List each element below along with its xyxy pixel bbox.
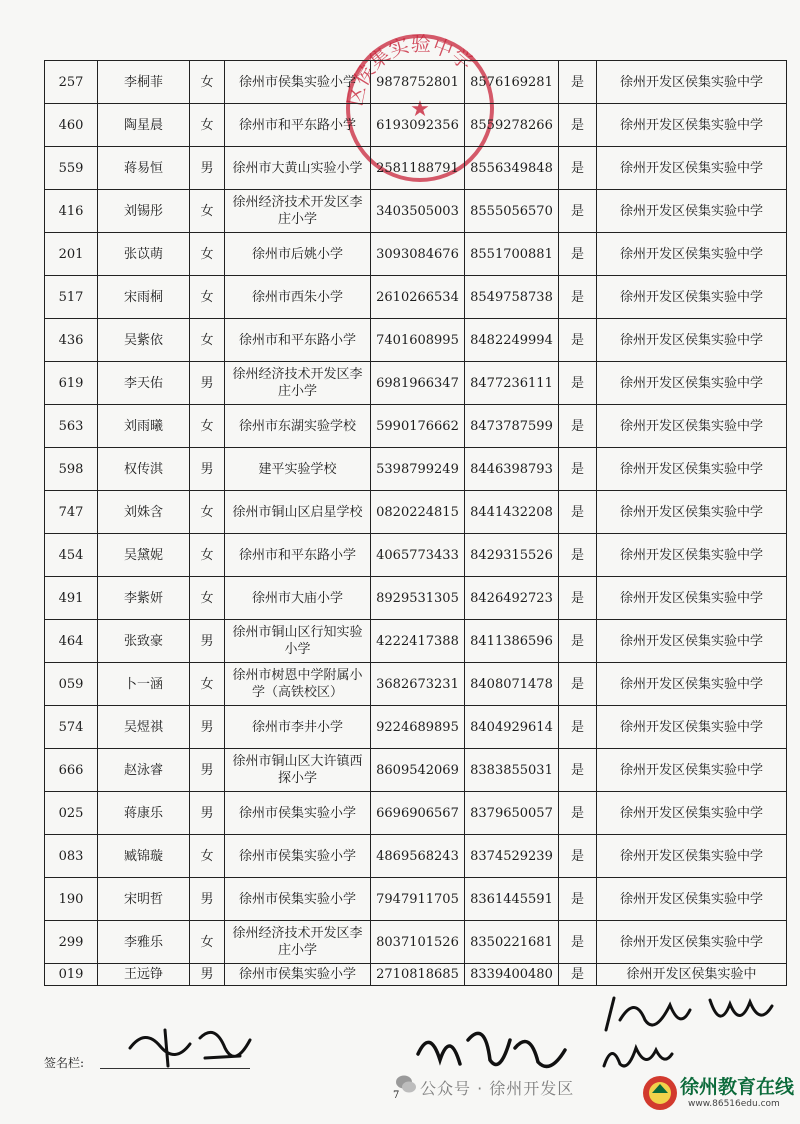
primary-school-cell: 建平实验学校 [225, 448, 371, 491]
gender-cell: 男 [190, 878, 225, 921]
wechat-icon [395, 1073, 417, 1095]
student-id-cell: 517 [45, 276, 98, 319]
number-2-cell: 8408071478 [465, 663, 559, 706]
number-1-cell: 5990176662 [371, 405, 465, 448]
number-1-cell: 7401608995 [371, 319, 465, 362]
status-cell: 是 [559, 61, 597, 104]
gender-cell: 男 [190, 964, 225, 986]
student-name-cell: 李紫妍 [98, 577, 190, 620]
student-id-cell: 025 [45, 792, 98, 835]
status-cell: 是 [559, 663, 597, 706]
student-name-cell: 吴煜祺 [98, 706, 190, 749]
status-cell: 是 [559, 233, 597, 276]
status-cell: 是 [559, 405, 597, 448]
primary-school-cell: 徐州市侯集实验小学 [225, 835, 371, 878]
destination-school-cell: 徐州开发区侯集实验中学 [597, 362, 787, 405]
svg-text:区侯集实验中学: 区侯集实验中学 [342, 31, 478, 109]
number-2-cell: 8446398793 [465, 448, 559, 491]
table-body [45, 61, 787, 986]
student-name-cell: 吴紫依 [98, 319, 190, 362]
number-1-cell: 0820224815 [371, 491, 465, 534]
table-row [45, 835, 787, 878]
number-2-cell: 8383855031 [465, 749, 559, 792]
table-row [45, 921, 787, 964]
primary-school-cell: 徐州市和平东路小学 [225, 104, 371, 147]
primary-school-cell: 徐州市李井小学 [225, 706, 371, 749]
destination-school-cell: 徐州开发区侯集实验中学 [597, 835, 787, 878]
student-name-cell: 刘雨曦 [98, 405, 190, 448]
student-name-cell: 陶星晨 [98, 104, 190, 147]
student-name-cell: 张苡萌 [98, 233, 190, 276]
status-cell: 是 [559, 577, 597, 620]
student-id-cell: 019 [45, 964, 98, 986]
number-2-cell: 8350221681 [465, 921, 559, 964]
gender-cell: 女 [190, 61, 225, 104]
table-row [45, 964, 787, 986]
destination-school-cell: 徐州开发区侯集实验中学 [597, 921, 787, 964]
number-2-cell: 8477236111 [465, 362, 559, 405]
status-cell: 是 [559, 620, 597, 663]
table-row [45, 233, 787, 276]
destination-school-cell: 徐州开发区侯集实验中学 [597, 190, 787, 233]
student-name-cell: 臧锦璇 [98, 835, 190, 878]
primary-school-cell: 徐州经济技术开发区李庄小学 [225, 362, 371, 405]
table-row [45, 448, 787, 491]
number-1-cell: 4222417388 [371, 620, 465, 663]
number-1-cell: 3403505003 [371, 190, 465, 233]
gender-cell: 男 [190, 362, 225, 405]
number-1-cell: 3682673231 [371, 663, 465, 706]
number-2-cell: 8473787599 [465, 405, 559, 448]
number-2-cell: 8559278266 [465, 104, 559, 147]
student-name-cell: 李雅乐 [98, 921, 190, 964]
number-1-cell: 8609542069 [371, 749, 465, 792]
number-2-cell: 8379650057 [465, 792, 559, 835]
number-2-cell: 8374529239 [465, 835, 559, 878]
destination-school-cell: 徐州开发区侯集实验中学 [597, 147, 787, 190]
destination-school-cell: 徐州开发区侯集实验中学 [597, 878, 787, 921]
number-1-cell: 4065773433 [371, 534, 465, 577]
primary-school-cell: 徐州市侯集实验小学 [225, 792, 371, 835]
gender-cell: 女 [190, 405, 225, 448]
student-id-cell: 559 [45, 147, 98, 190]
table-row [45, 706, 787, 749]
number-2-cell: 8361445591 [465, 878, 559, 921]
gender-cell: 男 [190, 448, 225, 491]
table-row [45, 663, 787, 706]
student-id-cell: 257 [45, 61, 98, 104]
student-roster-table [44, 60, 787, 986]
student-id-cell: 416 [45, 190, 98, 233]
gender-cell: 男 [190, 620, 225, 663]
table-row [45, 749, 787, 792]
student-id-cell: 619 [45, 362, 98, 405]
table-row [45, 276, 787, 319]
status-cell: 是 [559, 448, 597, 491]
primary-school-cell: 徐州市大庙小学 [225, 577, 371, 620]
number-2-cell: 8576169281 [465, 61, 559, 104]
table-row [45, 147, 787, 190]
student-id-cell: 491 [45, 577, 98, 620]
number-2-cell: 8549758738 [465, 276, 559, 319]
number-1-cell: 7947911705 [371, 878, 465, 921]
status-cell: 是 [559, 835, 597, 878]
table-row [45, 319, 787, 362]
status-cell: 是 [559, 921, 597, 964]
number-2-cell: 8555056570 [465, 190, 559, 233]
student-name-cell: 赵泳睿 [98, 749, 190, 792]
number-1-cell: 8037101526 [371, 921, 465, 964]
table-row [45, 104, 787, 147]
status-cell: 是 [559, 491, 597, 534]
table-row [45, 792, 787, 835]
student-id-cell: 666 [45, 749, 98, 792]
primary-school-cell: 徐州市后姚小学 [225, 233, 371, 276]
primary-school-cell: 徐州市和平东路小学 [225, 534, 371, 577]
primary-school-cell: 徐州市树恩中学附属小学（高铁校区） [225, 663, 371, 706]
primary-school-cell: 徐州市东湖实验学校 [225, 405, 371, 448]
status-cell: 是 [559, 104, 597, 147]
table-row [45, 620, 787, 663]
primary-school-cell: 徐州经济技术开发区李庄小学 [225, 190, 371, 233]
number-1-cell: 5398799249 [371, 448, 465, 491]
table-row [45, 190, 787, 233]
student-name-cell: 李桐菲 [98, 61, 190, 104]
gender-cell: 女 [190, 577, 225, 620]
gender-cell: 女 [190, 104, 225, 147]
student-id-cell: 574 [45, 706, 98, 749]
primary-school-cell: 徐州市和平东路小学 [225, 319, 371, 362]
student-name-cell: 吴黛妮 [98, 534, 190, 577]
number-1-cell: 3093084676 [371, 233, 465, 276]
student-name-cell: 宋明哲 [98, 878, 190, 921]
number-2-cell: 8429315526 [465, 534, 559, 577]
destination-school-cell: 徐州开发区侯集实验中学 [597, 61, 787, 104]
primary-school-cell: 徐州市西朱小学 [225, 276, 371, 319]
gender-cell: 女 [190, 921, 225, 964]
destination-school-cell: 徐州开发区侯集实验中学 [597, 620, 787, 663]
number-2-cell: 8441432208 [465, 491, 559, 534]
number-1-cell: 9878752801 [371, 61, 465, 104]
signature-label: 签名栏: [44, 1056, 85, 1070]
number-2-cell: 8556349848 [465, 147, 559, 190]
destination-school-cell: 徐州开发区侯集实验中学 [597, 104, 787, 147]
status-cell: 是 [559, 534, 597, 577]
student-id-cell: 436 [45, 319, 98, 362]
student-name-cell: 蒋易恒 [98, 147, 190, 190]
destination-school-cell: 徐州开发区侯集实验中学 [597, 233, 787, 276]
gender-cell: 女 [190, 491, 225, 534]
student-name-cell: 刘锡彤 [98, 190, 190, 233]
gender-cell: 男 [190, 749, 225, 792]
student-id-cell: 299 [45, 921, 98, 964]
number-1-cell: 2610266534 [371, 276, 465, 319]
number-1-cell: 6193092356 [371, 104, 465, 147]
table-row [45, 491, 787, 534]
number-1-cell: 2710818685 [371, 964, 465, 986]
destination-school-cell: 徐州开发区侯集实验中学 [597, 663, 787, 706]
status-cell: 是 [559, 362, 597, 405]
number-2-cell: 8411386596 [465, 620, 559, 663]
destination-school-cell: 徐州开发区侯集实验中学 [597, 749, 787, 792]
gender-cell: 女 [190, 190, 225, 233]
destination-school-cell: 徐州开发区侯集实验中 [597, 964, 787, 986]
student-name-cell: 张致豪 [98, 620, 190, 663]
destination-school-cell: 徐州开发区侯集实验中学 [597, 276, 787, 319]
primary-school-cell: 徐州市大黄山实验小学 [225, 147, 371, 190]
student-id-cell: 460 [45, 104, 98, 147]
page-number: 7 [393, 1090, 400, 1101]
logo-title: 徐州教育在线 [680, 1076, 795, 1098]
destination-school-cell: 徐州开发区侯集实验中学 [597, 792, 787, 835]
number-2-cell: 8426492723 [465, 577, 559, 620]
table-row [45, 534, 787, 577]
destination-school-cell: 徐州开发区侯集实验中学 [597, 706, 787, 749]
gender-cell: 女 [190, 276, 225, 319]
student-id-cell: 454 [45, 534, 98, 577]
gender-cell: 男 [190, 792, 225, 835]
gender-cell: 女 [190, 835, 225, 878]
student-id-cell: 464 [45, 620, 98, 663]
status-cell: 是 [559, 878, 597, 921]
destination-school-cell: 徐州开发区侯集实验中学 [597, 491, 787, 534]
number-1-cell: 8929531305 [371, 577, 465, 620]
table-row [45, 577, 787, 620]
status-cell: 是 [559, 319, 597, 362]
student-name-cell: 权传淇 [98, 448, 190, 491]
student-name-cell: 宋雨桐 [98, 276, 190, 319]
table-row [45, 405, 787, 448]
gender-cell: 女 [190, 233, 225, 276]
status-cell: 是 [559, 749, 597, 792]
destination-school-cell: 徐州开发区侯集实验中学 [597, 405, 787, 448]
student-id-cell: 083 [45, 835, 98, 878]
svg-text:★: ★ [410, 97, 430, 122]
primary-school-cell: 徐州市侯集实验小学 [225, 61, 371, 104]
student-name-cell: 刘姝含 [98, 491, 190, 534]
destination-school-cell: 徐州开发区侯集实验中学 [597, 319, 787, 362]
destination-school-cell: 徐州开发区侯集实验中学 [597, 577, 787, 620]
gender-cell: 女 [190, 534, 225, 577]
student-id-cell: 598 [45, 448, 98, 491]
student-id-cell: 747 [45, 491, 98, 534]
signature-2 [410, 1020, 570, 1078]
signature-3 [600, 990, 780, 1040]
student-id-cell: 190 [45, 878, 98, 921]
student-id-cell: 059 [45, 663, 98, 706]
student-name-cell: 王远铮 [98, 964, 190, 986]
number-1-cell: 4869568243 [371, 835, 465, 878]
gender-cell: 男 [190, 706, 225, 749]
student-name-cell: 蒋康乐 [98, 792, 190, 835]
signature-1 [120, 1018, 260, 1074]
number-1-cell: 2581188791 [371, 147, 465, 190]
number-1-cell: 6696906567 [371, 792, 465, 835]
status-cell: 是 [559, 964, 597, 986]
student-id-cell: 201 [45, 233, 98, 276]
number-1-cell: 6981966347 [371, 362, 465, 405]
destination-school-cell: 徐州开发区侯集实验中学 [597, 534, 787, 577]
status-cell: 是 [559, 706, 597, 749]
primary-school-cell: 徐州市侯集实验小学 [225, 964, 371, 986]
number-1-cell: 9224689895 [371, 706, 465, 749]
status-cell: 是 [559, 147, 597, 190]
table-row [45, 362, 787, 405]
primary-school-cell: 徐州市铜山区大许镇西探小学 [225, 749, 371, 792]
logo-url: www.86516edu.com [688, 1099, 780, 1109]
gender-cell: 女 [190, 663, 225, 706]
student-id-cell: 563 [45, 405, 98, 448]
table-row [45, 878, 787, 921]
status-cell: 是 [559, 190, 597, 233]
status-cell: 是 [559, 276, 597, 319]
destination-school-cell: 徐州开发区侯集实验中学 [597, 448, 787, 491]
number-2-cell: 8551700881 [465, 233, 559, 276]
primary-school-cell: 徐州市侯集实验小学 [225, 878, 371, 921]
number-2-cell: 8404929614 [465, 706, 559, 749]
number-2-cell: 8482249994 [465, 319, 559, 362]
gender-cell: 女 [190, 319, 225, 362]
gender-cell: 男 [190, 147, 225, 190]
student-name-cell: 李天佑 [98, 362, 190, 405]
watermark-text: 公众号 · 徐州开发区 [420, 1079, 575, 1098]
primary-school-cell: 徐州市铜山区启星学校 [225, 491, 371, 534]
student-name-cell: 卜一涵 [98, 663, 190, 706]
primary-school-cell: 徐州市铜山区行知实验小学 [225, 620, 371, 663]
table-row [45, 61, 787, 104]
status-cell: 是 [559, 792, 597, 835]
number-2-cell: 8339400480 [465, 964, 559, 986]
primary-school-cell: 徐州经济技术开发区李庄小学 [225, 921, 371, 964]
